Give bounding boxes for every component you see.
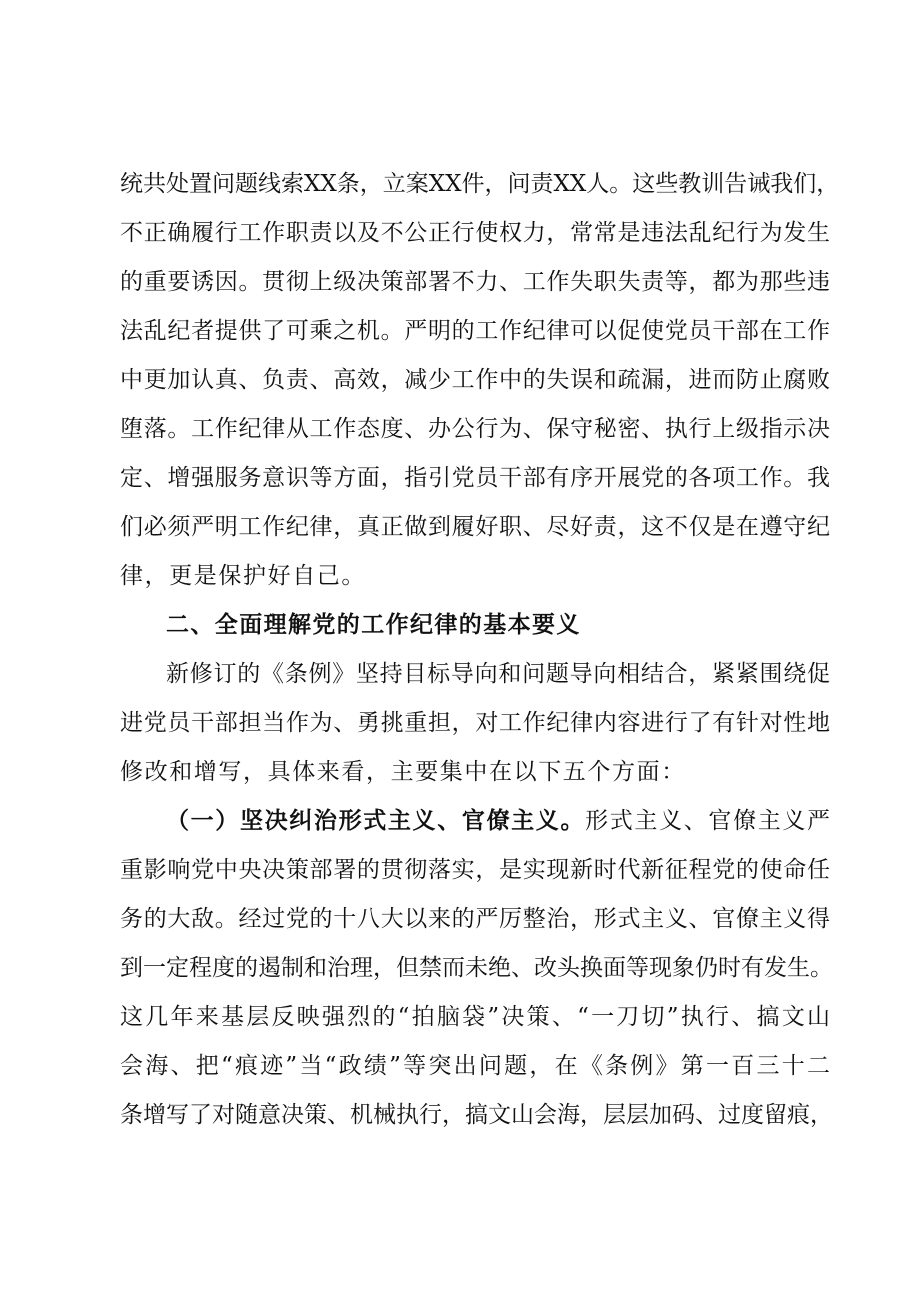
paragraph-line: 会海、把“痕迹”当“政绩”等突出问题，在《条例》第一百三十二	[120, 1053, 830, 1079]
paragraph-line: 定、增强服务意识等方面，指引党员干部有序开展党的各项工作。我	[120, 465, 830, 491]
paragraph-line: 律，更是保护好自己。	[120, 563, 366, 589]
paragraph-line: 堕落。工作纪律从工作态度、办公行为、保守秘密、执行上级指示决	[120, 416, 830, 442]
paragraph-line: 进党员干部担当作为、勇挑重担，对工作纪律内容进行了有针对性地	[120, 710, 830, 736]
section-heading: 二、全面理解党的工作纪律的基本要义	[166, 612, 581, 638]
paragraph-line: 们必须严明工作纪律，真正做到履好职、尽好责，这不仅是在遵守纪	[120, 514, 830, 540]
paragraph-line: 不正确履行工作职责以及不公正行使权力，常常是违法乱纪行为发生	[120, 220, 830, 246]
paragraph-line	[166, 799, 830, 843]
paragraph-line: 新修订的《条例》坚持目标导向和问题导向相结合，紧紧围绕促	[166, 661, 830, 687]
paragraph-line: 这几年来基层反映强烈的“拍脑袋”决策、“一刀切”执行、搞文山	[120, 1004, 830, 1030]
paragraph-line: 统共处置问题线索XX条，立案XX件，问责XX人。这些教训告诫我们，	[120, 171, 840, 197]
paragraph-line: 法乱纪者提供了可乘之机。严明的工作纪律可以促使党员干部在工作	[120, 318, 830, 344]
paragraph-line: 到一定程度的遏制和治理，但禁而未绝、改头换面等现象仍时有发生。	[120, 955, 833, 981]
paragraph-text: 形式主义、官僚主义严	[585, 808, 831, 834]
paragraph-line: 中更加认真、负责、高效，减少工作中的失误和疏漏，进而防止腐败	[120, 367, 830, 393]
paragraph-line: 务的大敌。经过党的十八大以来的严厉整治，形式主义、官僚主义得	[120, 906, 830, 932]
paragraph-line: 修改和增写，具体来看，主要集中在以下五个方面：	[120, 759, 686, 785]
subsection-heading: （一）坚决纠治形式主义、官僚主义。	[166, 808, 586, 834]
paragraph-line: 的重要诱因。贯彻上级决策部署不力、工作失职失责等，都为那些违	[120, 269, 830, 295]
paragraph-line: 重影响党中央决策部署的贯彻落实，是实现新时代新征程党的使命任	[120, 857, 830, 883]
paragraph-line: 条增写了对随意决策、机械执行，搞文山会海，层层加码、过度留痕，	[120, 1102, 833, 1128]
